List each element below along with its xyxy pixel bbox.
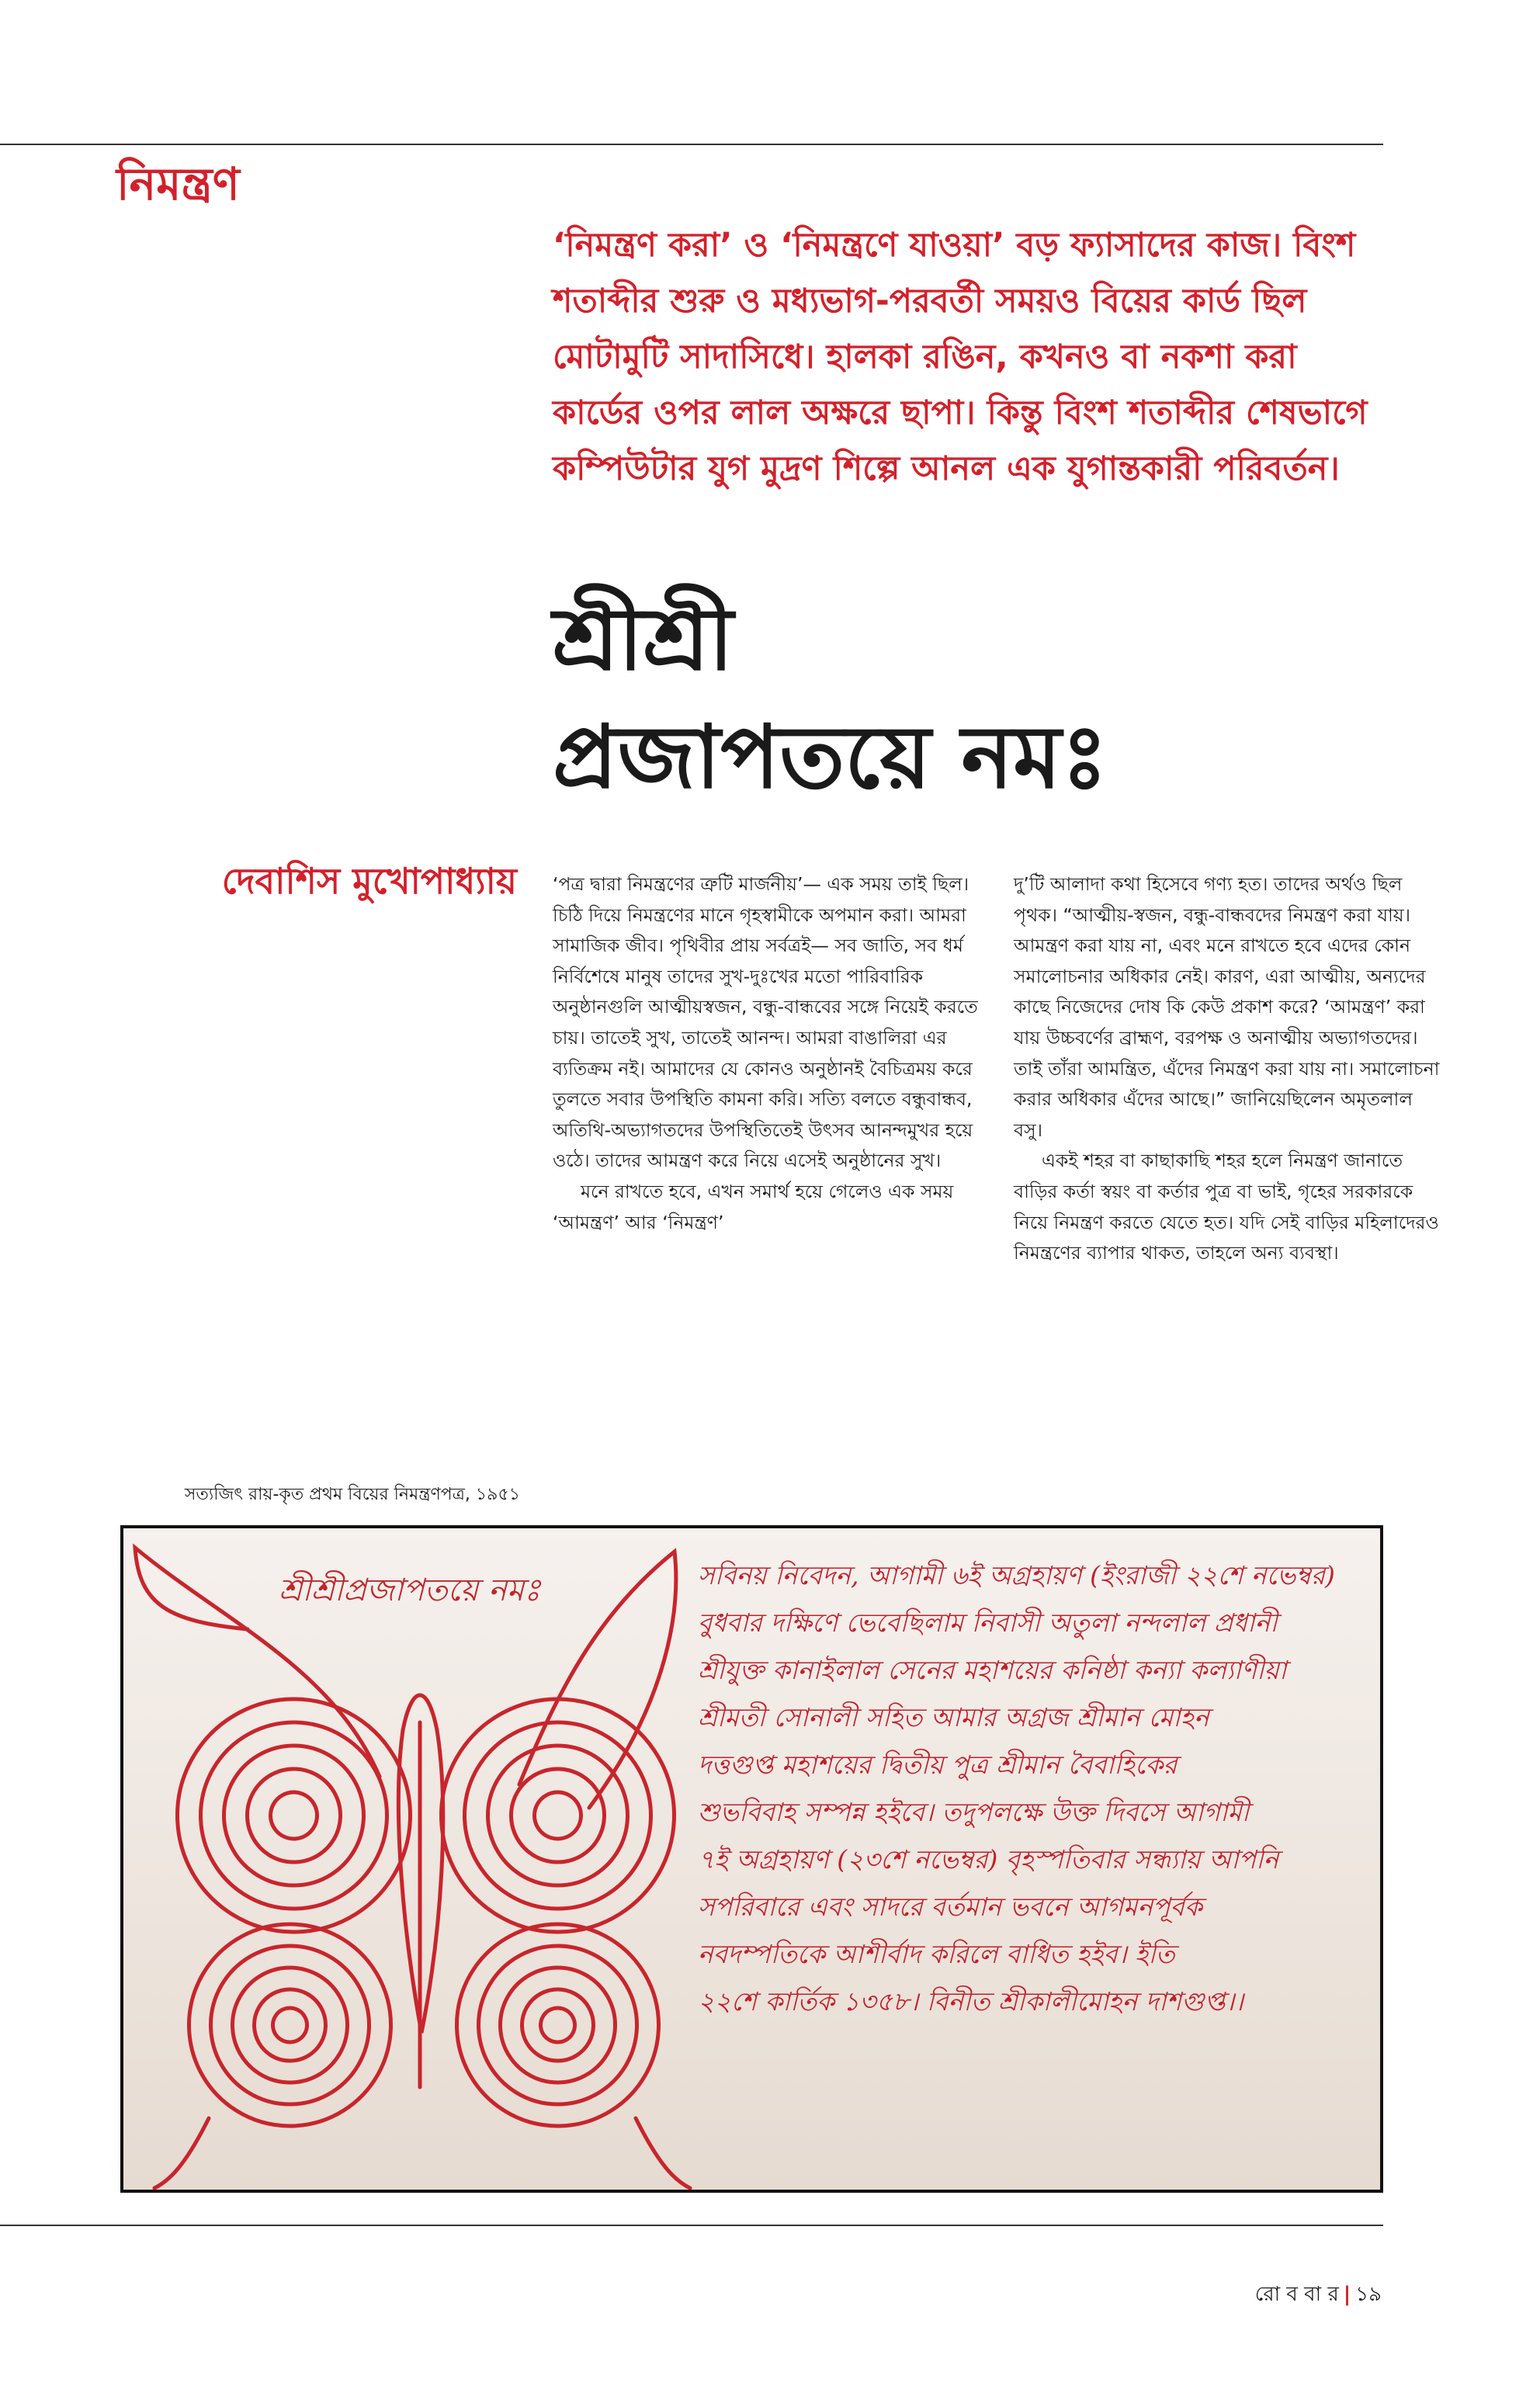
article-column-2 [1014, 869, 1442, 1269]
headline-line-2: প্রজাপতয়ে নমঃ [553, 707, 1108, 808]
section-label: নিমন্ত্রণ [116, 158, 240, 210]
letter-line: শ্রীযুক্ত কানাইলাল সেনের মহাশয়ের কনিষ্ঠা কন্যা কল্যাণীয়া [698, 1655, 1287, 1685]
page-number: ১৯ [1355, 2283, 1382, 2306]
page-footer [1226, 2278, 1382, 2312]
article-paragraph: মনে রাখতে হবে, এখন সমার্থ হয়ে গেলেও এক সময় ‘আমন্ত্রণ’ আর ‘নিমন্ত্রণ’ [553, 1180, 954, 1233]
headline [553, 581, 1383, 817]
letter-line: শ্রীমতী সোনালী সহিত আমার অগ্রজ শ্রীমান মোহন [698, 1702, 1209, 1732]
wedding-invitation-photo [120, 1525, 1383, 2193]
author-byline: দেবাশিস মুখোপাধ্যায় [221, 860, 517, 902]
headline-line-1: শ্রীশ্রী [553, 589, 734, 690]
card-heading: শ্রীশ্রীপ্রজাপতয়ে নমঃ [279, 1573, 541, 1608]
intro-standfirst: ‘নিমন্ত্রণ করা’ ও ‘নিমন্ত্রণে যাওয়া’ বড় ফ্যাসাদের কাজ। বিংশ শতাব্দীর শুরু ও মধ্যভাগ-পরবর্তী সময়ও বিয়ের কার্ড ছিল মোটামুটি সাদাসিধে। হালকা রঙিন, কখনও বা নকশা করা কার্ডের ওপর লাল অক্ষরে ছাপা। কিন্তু বিংশ শতাব্দীর শেষভাগে কম্পিউটার যুগ মুদ্রণ শিল্পে আনল এক যুগান্তকারী পরিবর্তন। [553, 226, 1368, 488]
handwritten-letter [698, 1552, 1358, 2025]
letter-line: নবদম্পতিকে আশীর্বাদ করিলে বাধিত হইব। ইতি [698, 1939, 1175, 1969]
letter-line: সপরিবারে এবং সাদরে বর্তমান ভবনে আগমনপূর্বক [698, 1892, 1203, 1922]
right-lower-tail [636, 2118, 690, 2188]
letter-line: বুধবার দক্ষিণে ভেবেছিলাম নিবাসী অতুলা নন্দলাল প্রধানী [698, 1607, 1278, 1638]
publication-name: রো ব বা র [1254, 2283, 1339, 2306]
article-paragraph: ‘পত্র দ্বারা নিমন্ত্রণের ত্রুটি মার্জনীয়’— এক সময় তাই ছিল। চিঠি দিয়ে নিমন্ত্রণের মানে গৃহস্বামীকে অপমান করা। আমরা সামাজিক জীব। পৃথিবীর প্রায় সর্বত্রই— সব জাতি, সব ধর্ম নির্বিশেষে মানুষ তাদের সুখ-দুঃখের মতো পারিবারিক অনুষ্ঠানগুলি আত্মীয়স্বজন, বন্ধু-বান্ধবের সঙ্গে নিয়েই করতে চায়। তাতেই সুখ, তাতেই আনন্দ। আমরা বাঙালিরা এর ব্যতিক্রম নই। আমাদের যে কোনও অনুষ্ঠানই বৈচিত্রময় করে তুলতে সবার উপস্থিতি কামনা করি। সত্যি বলতে বন্ধুবান্ধব, অতিথি-অভ্যাগতদের উপস্থিতিতেই উৎসব আনন্দমুখর হয়ে ওঠে। তাদের আমন্ত্রণ করে নিয়ে এসেই অনুষ্ঠানের সুখ। [553, 873, 978, 1172]
article-paragraph: দু’টি আলাদা কথা হিসেবে গণ্য হত। তাদের অর্থও ছিল পৃথক। “আত্মীয়-স্বজন, বন্ধু-বান্ধবদের নিমন্ত্রণ করা যায়। আমন্ত্রণ করা যায় না, এবং মনে রাখতে হবে এদের কোন সমালোচনার অধিকার নেই। কারণ, এরা আত্মীয়, অন্যদের কাছে নিজেদের দোষ কি কেউ প্রকাশ করে? ‘আমন্ত্রণ’ করা যায় উচ্চবর্ণের ব্রাহ্মণ, বরপক্ষ ও অনাত্মীয় অভ্যাগতদের। তাই তাঁরা আমন্ত্রিত, এঁদের নিমন্ত্রণ করা যায় না। সমালোচনা করার অধিকার এঁদের আছে।” জানিয়েছিলেন অমৃতলাল বসু। [1014, 873, 1440, 1141]
right-lower-spiral [457, 1924, 659, 2126]
letter-line: ২২শে কার্তিক ১৩৫৮। বিনীত শ্রীকালীমোহন দাশগুপ্ত।। [698, 1986, 1244, 2017]
article-paragraph: একই শহর বা কাছাকাছি শহর হলে নিমন্ত্রণ জানাতে বাড়ির কর্তা স্বয়ং বা কর্তার পুত্র বা ভাই, গৃহের সরকারকে নিয়ে নিমন্ত্রণ করতে যেতে হত। যদি সেই বাড়ির মহিলাদেরও নিমন্ত্রণের ব্যাপার থাকত, তাহলে অন্য ব্যবস্থা। [1014, 1150, 1439, 1264]
right-upper-spiral [442, 1699, 675, 1932]
article-column-1 [553, 869, 981, 1238]
letter-line: ৭ই অগ্রহায়ণ (২৩শে নভেম্বর) বৃহস্পতিবার সন্ধ্যায় আপনি [698, 1844, 1279, 1875]
top-rule [0, 144, 1383, 145]
letter-line: দত্তগুপ্ত মহাশয়ের দ্বিতীয় পুত্র শ্রীমান বৈবাহিকের [698, 1750, 1178, 1780]
photo-caption: সত্যজিৎ রায়-কৃত প্রথম বিয়ের নিমন্ত্রণপত্র, ১৯৫১ [184, 1485, 520, 1504]
left-lower-tail [154, 2118, 209, 2188]
bottom-rule [0, 2225, 1383, 2226]
left-upper-spiral [178, 1699, 411, 1932]
letter-line: সবিনয় নিবেদন, আগামী ৬ই অগ্রহায়ণ (ইংরাজী ২২শে নভেম্বর) [698, 1560, 1335, 1590]
right-upper-wing [519, 1552, 676, 1808]
footer-separator: | [1343, 2283, 1351, 2306]
left-lower-spiral [189, 1924, 391, 2126]
letter-line: শুভবিবাহ সম্পন্ন হইবে। তদুপলক্ষে উক্ত দিবসে আগামী [698, 1797, 1250, 1827]
